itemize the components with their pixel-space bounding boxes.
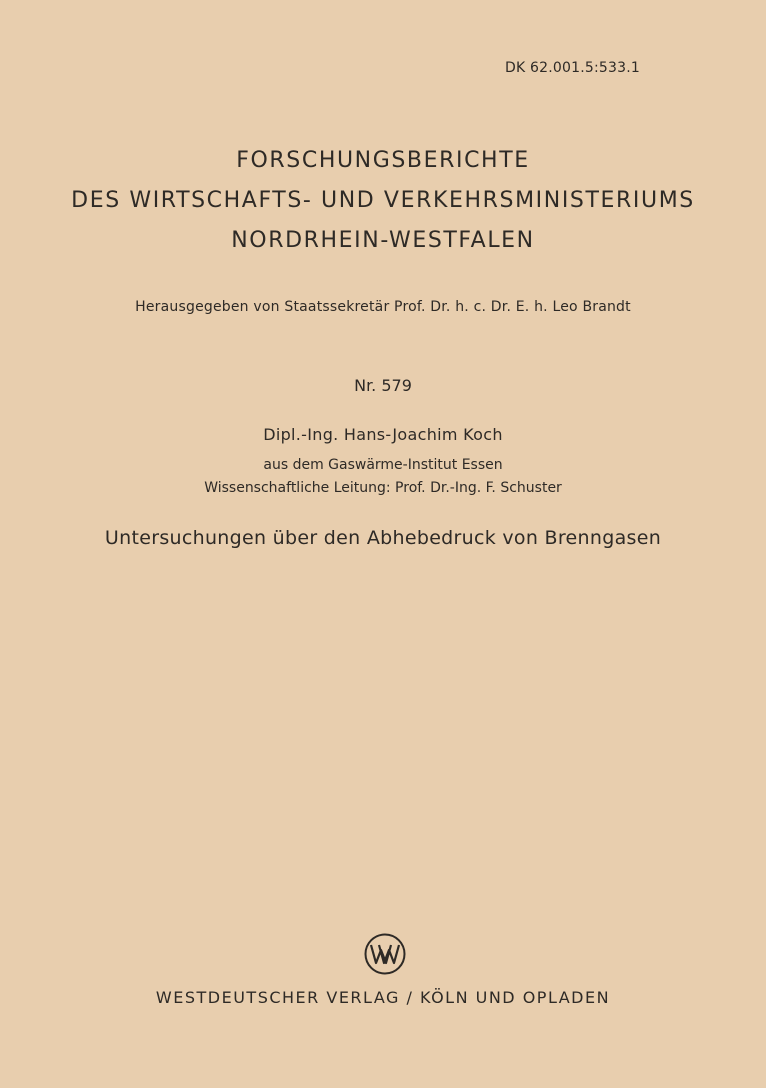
editor-line: Herausgegeben von Staatssekretär Prof. Dr. h. c. Dr. E. h. Leo Brandt — [135, 299, 631, 315]
series-title-line-2: DES WIRTSCHAFTS- UND VERKEHRSMINISTERIUMS — [71, 188, 695, 213]
series-title-line-3: NORDRHEIN-WESTFALEN — [231, 228, 535, 253]
series-title-line-1: FORSCHUNGSBERICHTE — [236, 148, 530, 173]
ww-circle-logo-icon — [363, 932, 407, 976]
classification-code: DK 62.001.5:533.1 — [505, 60, 640, 76]
institute-line-1: aus dem Gaswärme-Institut Essen — [263, 457, 503, 473]
document-title: Untersuchungen über den Abhebedruck von Brenngasen — [104, 527, 662, 549]
publisher-line: WESTDEUTSCHER VERLAG / KÖLN UND OPLADEN — [155, 988, 611, 1007]
report-number: Nr. 579 — [354, 376, 412, 395]
author-name: Dipl.-Ing. Hans-Joachim Koch — [263, 425, 503, 444]
institute-line-2: Wissenschaftliche Leitung: Prof. Dr.-Ing. F. Schuster — [204, 480, 562, 496]
